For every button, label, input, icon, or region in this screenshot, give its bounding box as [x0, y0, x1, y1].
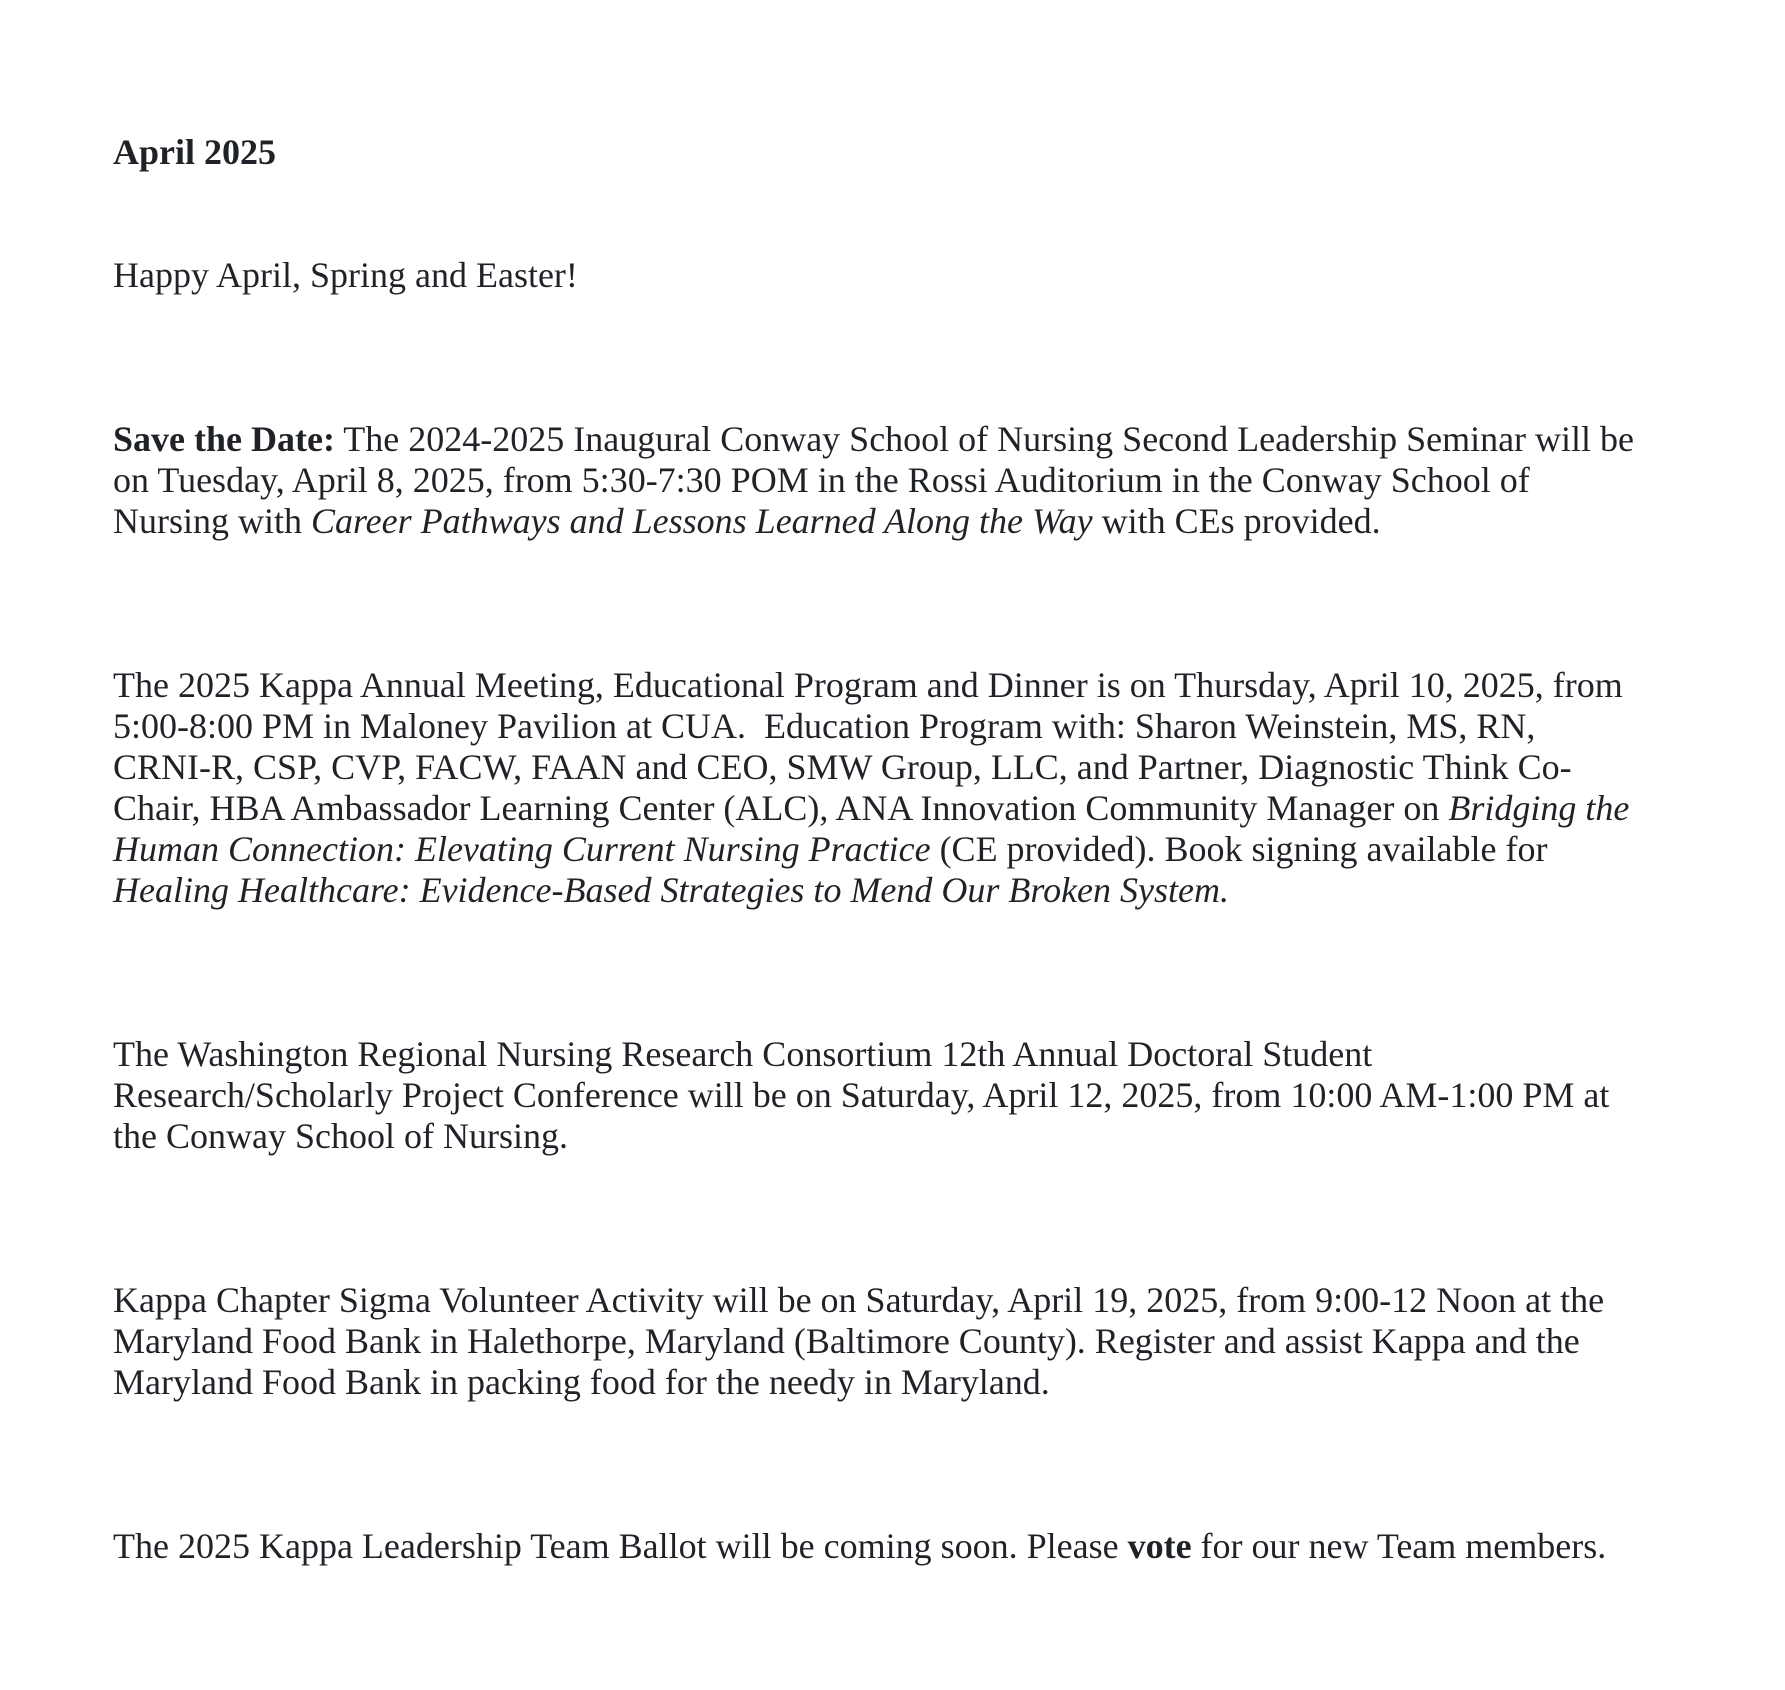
text-run: The 2025 Kappa Annual Meeting, Educational Program and Dinner is on Thursday, April 10, 2025, from 5:00-8:00 PM in Maloney Pavilion at CUA. Education Program with: Sharon Weinstein, MS, RN, CRNI-R, CSP, CVP, FACW, FAAN and CEO, SMW Group, LLC, and Partner, Diagnostic Think Co-Chair, HBA Ambassador Learning Center (ALC), ANA Innovation Community Manager on [113, 665, 1632, 828]
text-run: for our new Team members. [1191, 1526, 1607, 1566]
text-run: The 2025 Kappa Leadership Team Ballot will be coming soon. Please [113, 1526, 1128, 1566]
para-save-the-date [113, 419, 1644, 542]
para-annual-meeting [113, 665, 1638, 911]
doc-heading [113, 132, 1638, 173]
text-run: Happy April, Spring and Easter! [113, 255, 578, 295]
text-run: with CEs provided. [1092, 501, 1381, 541]
para-research-conference [113, 1034, 1638, 1157]
greeting-line [113, 255, 1638, 296]
text-run: Save the Date: [113, 419, 335, 459]
text-run: Career Pathways and Lessons Learned Along the Way [311, 501, 1093, 541]
text-run: Healing Healthcare: Evidence-Based Strategies to Mend Our Broken System. [113, 870, 1229, 910]
text-run: (CE provided). Book signing available for [930, 829, 1557, 869]
para-volunteer-activity [113, 1280, 1638, 1403]
para-ballot [113, 1526, 1638, 1567]
newsletter-body [113, 50, 1644, 1690]
text-run: The Washington Regional Nursing Research Consortium 12th Annual Doctoral Student Research/Scholarly Project Conference will be on Saturday, April 12, 2025, from 10:00 AM-1:00 PM at the Conway School of Nursing. [113, 1034, 1619, 1156]
text-run: Kappa Chapter Sigma Volunteer Activity will be on Saturday, April 19, 2025, from 9:00-12 Noon at the Maryland Food Bank in Halethorpe, Maryland (Baltimore County). Register and assist Kappa and the Maryland Food Bank in packing food for the needy in Maryland. [113, 1280, 1614, 1402]
text-run: The 2024-2025 Inaugural Conway School of Nursing Second Leadership Seminar will be on Tuesday, April 8, 2025, from 5:30-7:30 POM in the Rossi Auditorium in the Conway School of Nursing with [113, 419, 1644, 541]
text-run: vote [1127, 1526, 1192, 1566]
text-run: Bridging the Human Connection: Elevating Current Nursing Practice [113, 788, 1639, 869]
text-run: April 2025 [113, 132, 277, 172]
